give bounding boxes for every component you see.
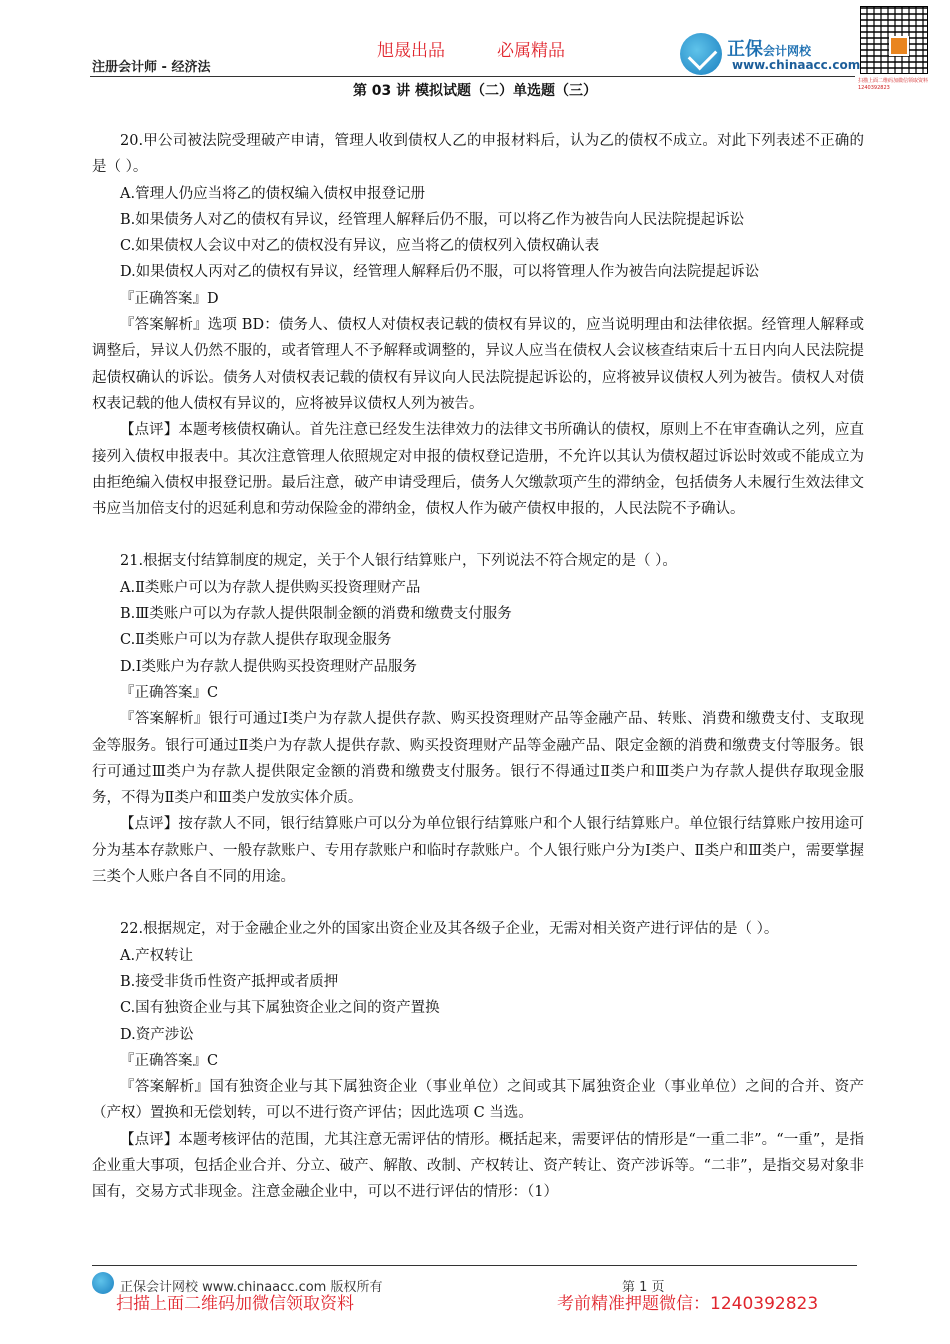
question-option: B.Ⅲ类账户可以为存款人提供限制金额的消费和缴费支付服务	[120, 606, 512, 623]
question-option: A.管理人仍应当将乙的债权编入债权申报登记册	[120, 185, 426, 202]
question-option: C.如果债权人会议中对乙的债权没有异议，应当将乙的债权列入债权确认表	[120, 238, 600, 255]
footer-promo-left: 扫描上面二维码加微信领取资料	[116, 1294, 354, 1314]
correct-answer: 『正确答案』D	[120, 290, 219, 307]
logo-name-main: 正保	[727, 39, 763, 60]
document-subject-title: 注册会计师 - 经济法	[92, 60, 211, 75]
question-option: B.接受非货币性资产抵押或者质押	[120, 973, 339, 990]
question-option: D.资产涉讼	[120, 1026, 194, 1043]
question-comment: 【点评】本题考核债权确认。首先注意已经发生法律效力的法律文书所确认的债权，原则上不在审查确认之列，应直接列入债权申报表中。其次注意管理人依照规定对申报的债权登记造册，不允许以其认为债权超过诉讼时效或不能成立为由拒绝编入债权申报登记册。最后注意，破产申请受理后，债务人欠缴款项产生的滞纳金，包括债务人未履行生效法律文书应当加倍支付的迟延利息和劳动保险金的滞纳金，债权人作为破产债权申报的，人民法院不予确认。	[92, 422, 864, 518]
question-comment: 【点评】按存款人不同，银行结算账户可以分为单位银行结算账户和个人银行结算账户。单位银行结算账户按用途可分为基本存款账户、一般存款账户、专用存款账户和临时存款账户。个人银行账户分为Ⅰ类户、Ⅱ类户和Ⅲ类户，需要掌握三类个人账户各自不同的用途。	[92, 816, 864, 886]
section-gap	[92, 890, 864, 916]
question-option: D.如果债权人丙对乙的债权有异议，经管理人解释后仍不服，可以将管理人作为被告向法院提起诉讼	[120, 264, 760, 281]
footer-divider	[92, 1265, 857, 1266]
question-option: C.Ⅱ类账户可以为存款人提供存取现金服务	[120, 632, 392, 649]
question-option: A.产权转让	[120, 947, 194, 964]
lecture-title: 第 03 讲 模拟试题（二）单选题（三）	[352, 83, 598, 99]
logo-url: www.chinaacc.com	[732, 58, 861, 72]
slogan-left: 旭晟出品	[377, 41, 445, 61]
question-option: A.Ⅱ类账户可以为存款人提供购买投资理财产品	[120, 579, 421, 596]
answer-analysis: 『答案解析』选项 BD：债务人、债权人对债权表记载的债权有异议的，应当说明理由和法律依据。经管理人解释或调整后，异议人仍然不服的，或者管理人不予解释或调整的，异议人应当在债权人会议核查结束后十五日内向人民法院提起债权确认的诉讼。债务人对债权表记载的债权有异议向人民法院提起诉讼的，应将被异议债权人列为被告。债权人对债权表记载的他人债权有异议的，应将被异议债权人列为被告。	[92, 317, 864, 412]
correct-answer: 『正确答案』C	[120, 1052, 219, 1069]
question-option: B.如果债务人对乙的债权有异议，经管理人解释后仍不服，可以将乙作为被告向人民法院提起诉讼	[120, 211, 745, 228]
correct-answer: 『正确答案』C	[120, 684, 219, 701]
question-stem: 22.根据规定，对于金融企业之外的国家出资企业及其各级子企业，无需对相关资产进行评估的是（ ）。	[120, 921, 779, 938]
qr-note: 扫描上面二维码加微信领取资料 1240392823	[858, 78, 929, 91]
slogan-right: 必属精品	[497, 41, 565, 61]
question-stem: 21.根据支付结算制度的规定，关于个人银行结算账户，下列说法不符合规定的是（ ）。	[120, 553, 677, 570]
document-body	[92, 128, 864, 1206]
section-gap	[92, 522, 864, 548]
question-option: C.国有独资企业与其下属独资企业之间的资产置换	[120, 1000, 440, 1017]
qr-center-logo-icon	[889, 36, 909, 56]
header-divider	[90, 76, 855, 77]
answer-analysis: 『答案解析』银行可通过Ⅰ类户为存款人提供存款、购买投资理财产品等金融产品、转账、消费和缴费支付、支取现金等服务。银行可通过Ⅱ类户为存款人提供存款、购买投资理财产品等金融产品、限定金额的消费和缴费支付等服务。银行可通过Ⅲ类户为存款人提供限定金额的消费和缴费支付服务。银行不得通过Ⅱ类户和Ⅲ类户为存款人提供存取现金服务，不得为Ⅱ类户和Ⅲ类户发放实体介质。	[92, 711, 864, 807]
logo-name-sub: 会计网校	[763, 44, 812, 58]
chinaacc-logo-icon	[680, 33, 722, 75]
footer-promo-right: 考前精准押题微信：1240392823	[557, 1294, 819, 1314]
question-comment: 【点评】本题考核评估的范围，尤其注意无需评估的情形。概括起来，需要评估的情形是“一重二非”。“一重”，是指企业重大事项，包括企业合并、分立、破产、解散、改制、产权转让、资产转让、资产涉诉等。“二非”，是指交易对象非国有，交易方式非现金。注意金融企业中，可以不进行评估的情形：（1）	[92, 1131, 864, 1201]
question-stem: 20.甲公司被法院受理破产申请，管理人收到债权人乙的申报材料后，认为乙的债权不成立。对此下列表述不正确的是（ ）。	[92, 133, 864, 176]
footer-logo-icon	[92, 1272, 114, 1294]
page-number: 第 1 页	[622, 1280, 665, 1295]
answer-analysis: 『答案解析』国有独资企业与其下属独资企业（事业单位）之间或其下属独资企业（事业单位）之间的合并、资产（产权）置换和无偿划转，可以不进行资产评估；因此选项 C 当选。	[92, 1079, 864, 1122]
footer-copyright: 正保会计网校 www.chinaacc.com 版权所有	[120, 1280, 383, 1295]
question-option: D.Ⅰ类账户为存款人提供购买投资理财产品服务	[120, 658, 417, 675]
